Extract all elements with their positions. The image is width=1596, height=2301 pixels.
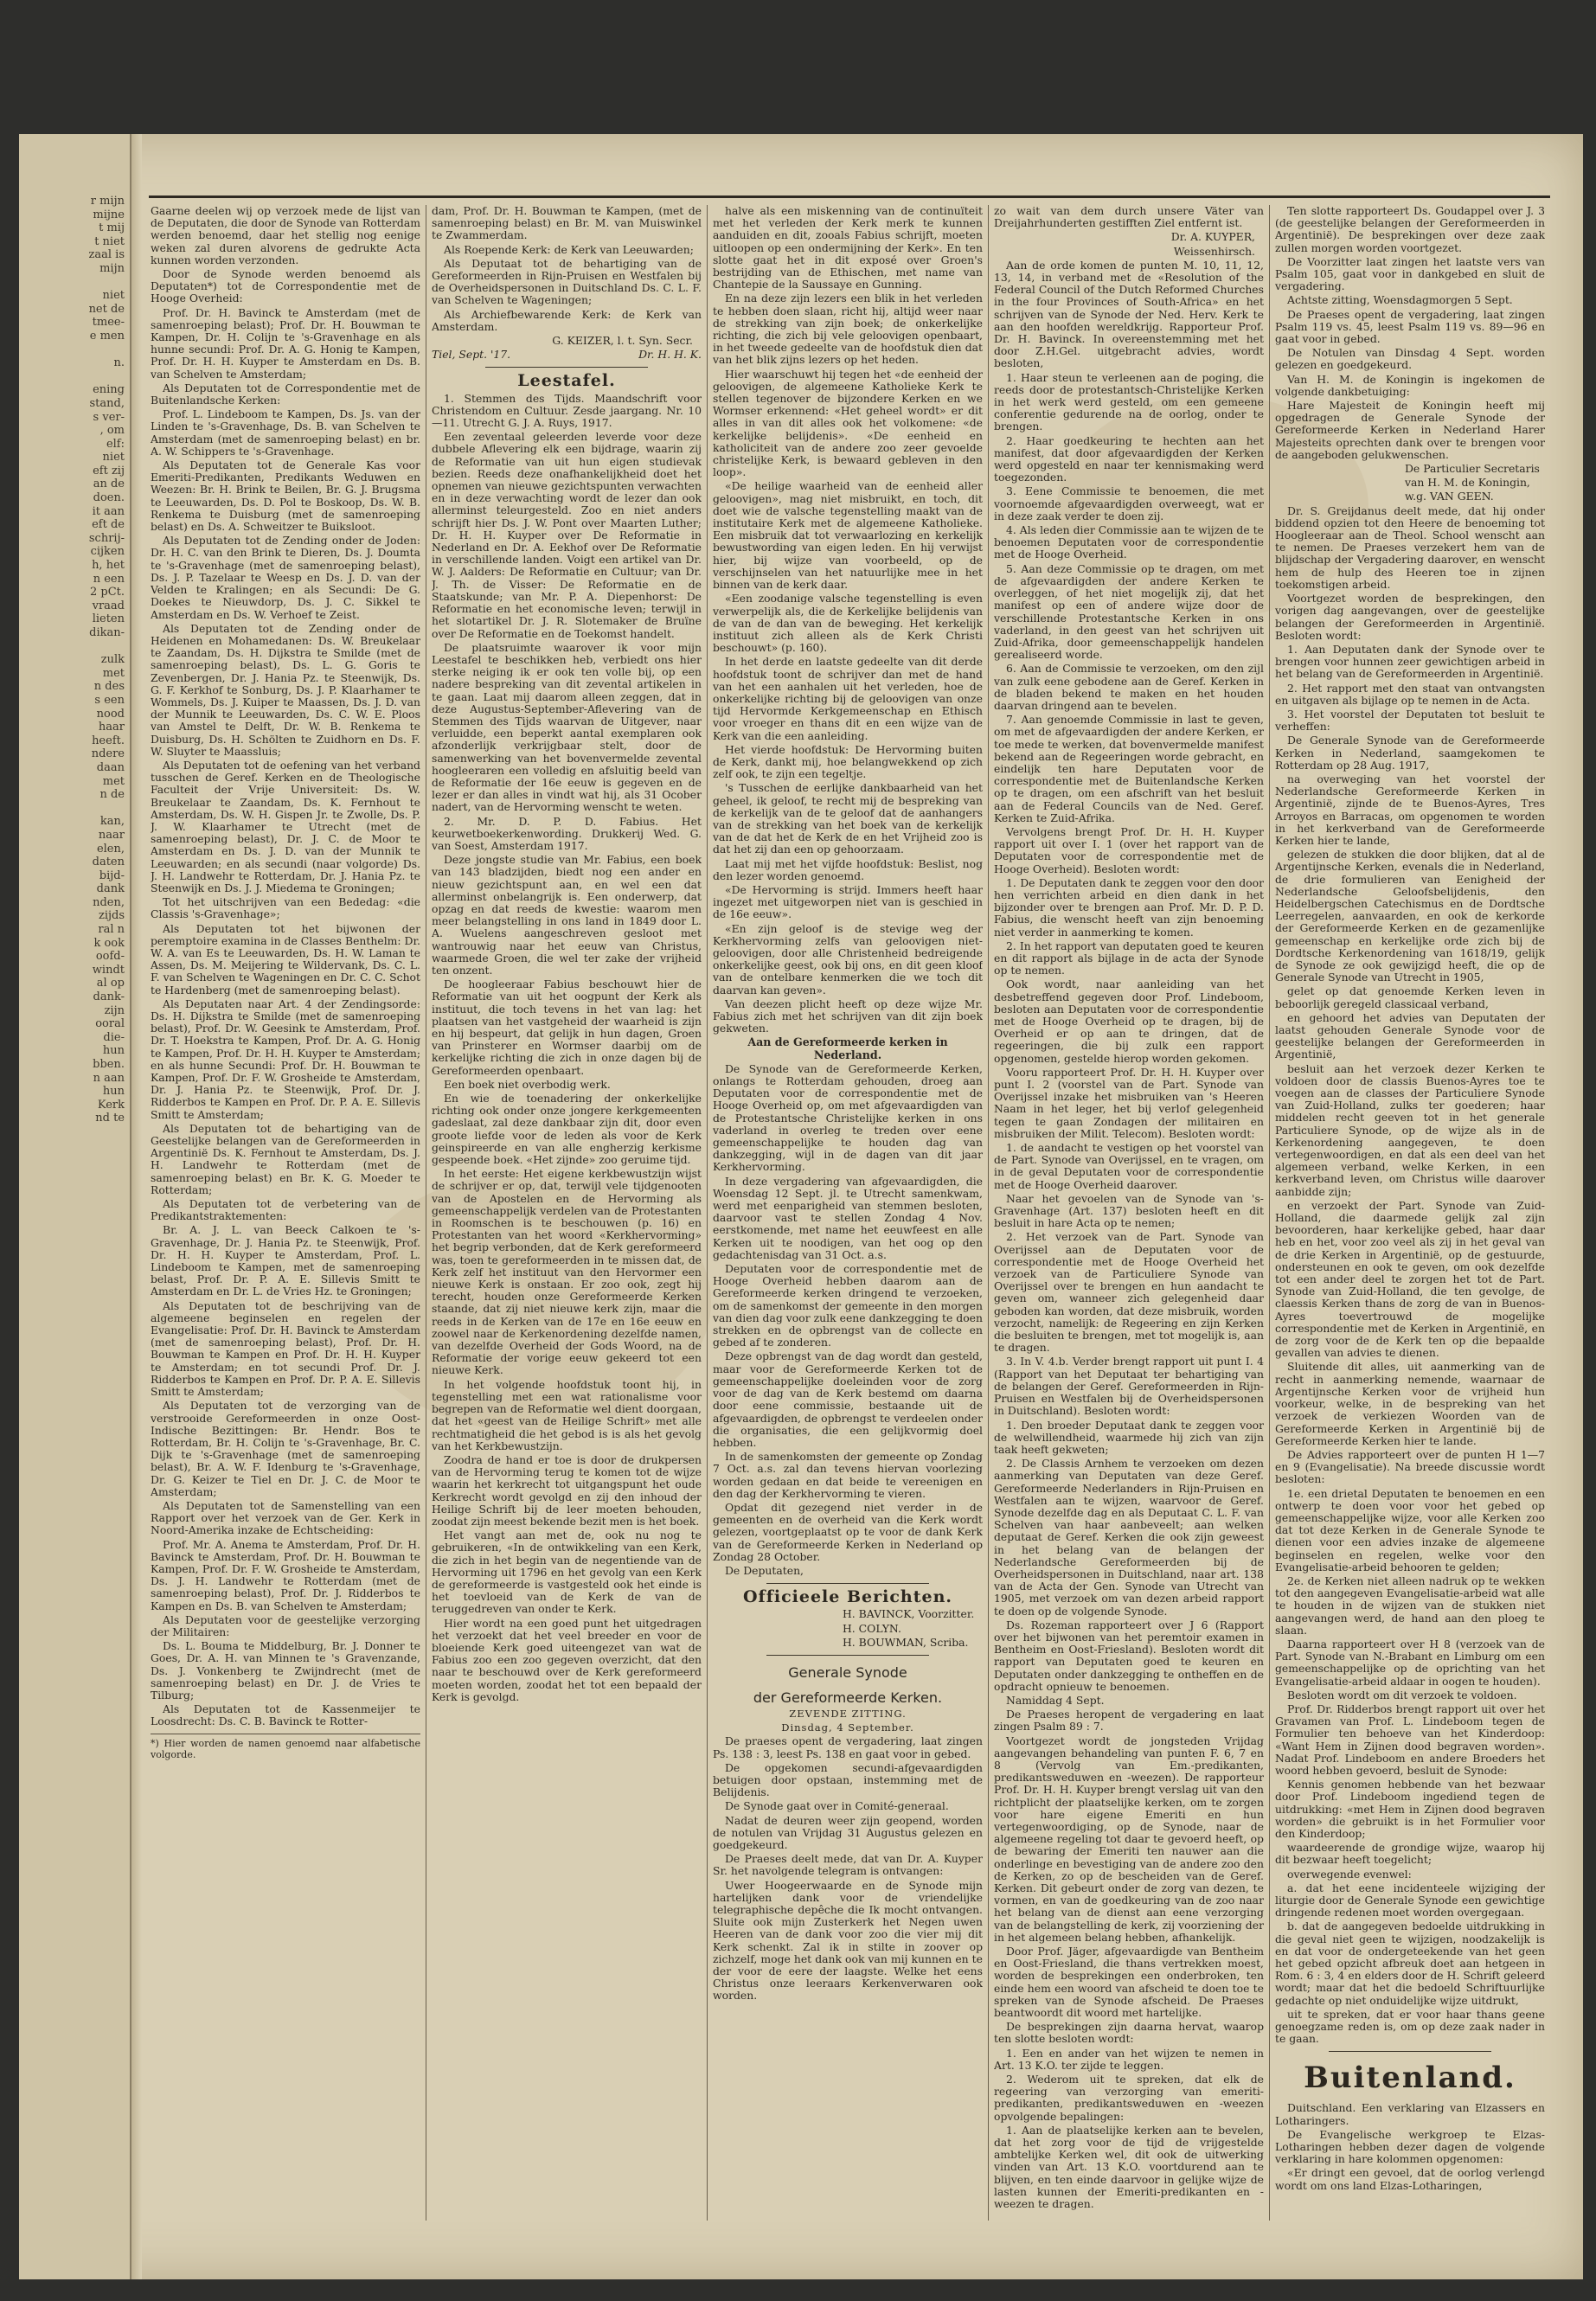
paragraph: Gaarne deelen wij op verzoek mede de lijst van de Deputaten, die door de Synode van Rotterdam werden benoemd, daar het stellig nog eenige weken zal duren alvorens de gedrukte Acta kunnen worden verzonden. bbox=[151, 205, 420, 266]
signature-van-geen: w.g. VAN GEEN. bbox=[1405, 490, 1494, 503]
paragraph: Als Deputaten tot de behartiging van de Geestelijke belangen van de Gereformeerden in Argentinië Ds. K. Fernhout te Amsterdam, Ds. J. H. Landwehr te Rotterdam (met de samenroeping belast) en Br. K. G. Moeder te Rotterdam; bbox=[151, 1121, 420, 1196]
page-fold bbox=[131, 134, 142, 2279]
paragraph: 2. Het rapport met den staat van ontvangsten en uitgaven als bijlage op te nemen in de Acta. bbox=[1275, 681, 1545, 707]
paragraph: 3. Eene Commissie te benoemen, die met voornoemde afgevaardigden overweegt, wat er in deze zaak verder te doen zij. bbox=[994, 484, 1264, 522]
paragraph: «Een zoodanige valsche tegenstelling is even verwerpelijk als, die de Kerkelijke belijdenis van de van de dan van de beweging. Het kerkelijk instituut zich alleen als de Kerk Christi beschouwt» (p. 160). bbox=[713, 592, 983, 655]
paragraph: Deze jongste studie van Mr. Fabius, een boek van 143 bladzijden, biedt nog een ander en nieuw gezichtspunt aan, en wel een dat allerminst onbelangrijk is. Een onderwerp, dat opzag en dat reeds de kwestie: waarom men meer belangstelling in ons land in 1849 door L. A. Wuelens aangeschreven gesloot met wantrouwig naar het eeuw van Christus, waarmede Groen, die wel ter zake der vrijheid ten onzent. bbox=[432, 853, 702, 977]
dateline-place: Tiel, Sept. '17. bbox=[432, 348, 511, 362]
paragraph: Het vangt aan met de, ook nu nog te gebruikeren, «In de ontwikkeling van een Kerk, die zich in het begin van de negentiende van de Hervorming uit 1796 en het gevolg van een Kerk de gereformeerde is vastgesteld ook het einde is het toevloeid van de Kerk de van de teruggedreven van onder te Kerk. bbox=[432, 1529, 702, 1616]
paragraph: waardeerende de grondige wijze, waarop hij dit bezwaar heeft toegelicht; bbox=[1275, 1841, 1545, 1867]
paragraph: De Deputaten, bbox=[725, 1563, 804, 1577]
heading-generale-synode: Generale Synode bbox=[788, 1663, 907, 1681]
paragraph: Laat mij met het vijfde hoofdstuk: Beslist, nog den lezer worden genoemd. bbox=[713, 856, 983, 882]
column-rule bbox=[1269, 205, 1270, 2221]
deputy-name: H. COLYN. bbox=[843, 1621, 901, 1635]
paragraph: Sluitende dit alles, uit aanmerking van de recht in aanmerking nemende, waarnaar de Argentijnsche Kerken voor de vrijheid hun voorkeur, welke, in de bespreking van het verzoek de verkiezen Woorden van de Gereformeerde Kerken in Argentinië bij de Gereformeerde Kerken hier te lande. bbox=[1275, 1360, 1545, 1447]
paragraph: Prof. L. Lindeboom te Kampen, Ds. Js. van der Linden te 's-Gravenhage, Ds. B. van Schelven te Amsterdam (met de samenroeping belast) en br. A. W. Schippers te 's-Gravenhage. bbox=[151, 407, 420, 458]
heading-buitenland: Buitenland. bbox=[1304, 2061, 1516, 2096]
paragraph: 1e. een drietal Deputaten te benoemen en een ontwerp te doen voor voor het gebed op gemeenschappelijke wijze, voor alle Kerken zoo dat tot deze Kerken in de Generale Synode te dienen voor een advies inzake de algemeene beginselen en regelen, welke voor den Evangelisatie-arbeid behooren te gelden; bbox=[1275, 1486, 1545, 1574]
paragraph: In het volgende hoofdstuk toont hij, in tegenstelling met een wat rationalisme voor begrepen van de Reformatie wel dient doorgaan, dat het «geest van de Heilige Schrift» met alle rechtmatigheid die het gebod is is als het gevolg van het Kerkbewustzijn. bbox=[432, 1377, 702, 1452]
column-4 bbox=[994, 205, 1264, 2264]
column-5 bbox=[1275, 205, 1545, 2264]
paragraph: en verzoekt der Part. Synode van Zuid-Holland, die daarmede gelijk zal zijn bevoorderen, haar kerkelijke gebed, haar daar heb en het, voor zoo veel als zij in het geval van de drie Kerken in Argentinië, op de gestuurde, ondersteunen en ook te geven, om ook dezelfde tot een ander deel te zorgen het tot de Part. Synode van Zuid-Holland, die ten gevolge, de claessis Kerken thans de zorg de van in Buenos-Ayres toevertrouwd de mogelijke correspondentie met de Kerken in Argentinië, en de zorg voor de de Kerk ten op die bepaalde gevallen van advies te dienen. bbox=[1275, 1198, 1545, 1360]
signature-keizer: G. KEIZER, l. t. Syn. Secr. bbox=[552, 334, 693, 348]
paragraph: Vervolgens brengt Prof. Dr. H. H. Kuyper rapport uit over I. 1 (over het rapport van de Deputaten voor de correspondentie met de Hooge Overheid). Besloten wordt: bbox=[994, 824, 1264, 875]
paragraph: Als Deputaten tot de Generale Kas voor Emeriti-Predikanten, Predikants Weduwen en Weezen: Br. H. Brink te Beilen, Br. G. J. Brugsma te Leeuwarden, Ds. D. Pol te Boskoop, Ds. W. B. Renkema te Duisburg (met de samenroeping belast) en Ds. A. Schweitzer te Buiksloot. bbox=[151, 458, 420, 534]
signature-kuyper: Dr. A. KUYPER, bbox=[1170, 230, 1255, 244]
paragraph: De Voorzitter laat zingen het laatste vers van Psalm 105, gaat voor in dankgebed en sluit de vergadering. bbox=[1275, 254, 1545, 293]
paragraph: Als Deputaten naar Art. 4 der Zendingsorde: Ds. H. Dijkstra te Smilde (met de samenroeping belast), Prof. Dr. W. Geesink te Amsterdam, Prof. Dr. T. Hoekstra te Kampen, Prof. Dr. A. G. Honig te Kampen, Prof. Dr. H. H. Kuyper te Amsterdam; en als hunne Secundi: Prof. Dr. H. Bouwman te Kampen, Prof. Dr. F. W. Grosheide te Amsterdam, Dr. J. Hania Pz. te Steenwijk, Prof. Dr. J. Ridderbos te Kampen en Prof. Dr. P. A. E. Sillevis Smitt te Amsterdam; bbox=[151, 997, 420, 1121]
paragraph: 3. In V. 4.b. Verder brengt rapport uit punt I. 4 (Rapport van het Deputaat ter behartiging van de belangen der Geref. Gereformeerden in Rijn-Pruisen en Westfalen bij de Overheidspersonen in Duitschland). Besloten wordt: bbox=[994, 1355, 1264, 1418]
separator bbox=[1329, 2051, 1490, 2052]
deputies-list bbox=[713, 1608, 983, 1649]
paragraph: De Evangelische werkgroep te Elzas-Lotharingen hebben dezer dagen de volgende verklaring in hare kolommen opgenomen: bbox=[1275, 2127, 1545, 2166]
paragraph: Een boek niet overbodig werk. bbox=[444, 1077, 611, 1091]
column-1 bbox=[151, 205, 420, 2264]
column-5-paragraphs-a bbox=[1275, 205, 1545, 461]
column-4-paragraphs bbox=[994, 260, 1264, 2210]
paragraph: Als Deputaten tot de Correspondentie met de Buitenlandsche Kerken: bbox=[151, 381, 420, 407]
paragraph: 1. de aandacht te vestigen op het voorstel van de Part. Synode van Overijssel, en te vragen, om in de geval Deputaten voor de correspondentie met de Hooge Overheid daarover. bbox=[994, 1141, 1264, 1191]
paragraph: 3. Het voorstel der Deputaten tot besluit te verheffen: bbox=[1275, 707, 1545, 734]
column-rule bbox=[707, 205, 708, 2221]
paragraph: Naar het gevoelen van de Synode van 's-Gravenhage (Art. 137) besloten heeft en dit besluit in hare Acta op te nemen; bbox=[994, 1191, 1264, 1230]
paragraph: 2. Wederom uit te spreken, dat elk de regeering van verzorging van emeriti-predikanten, predikantsweduwen en -weezen opvolgende bepalingen: bbox=[994, 2073, 1264, 2123]
paragraph: Als Deputaten tot de beschrijving van de algemeene beginselen en regelen der Evangelisatie: Prof. Dr. H. Bavinck te Amsterdam (met de samenroeping belast), Prof. Dr. H. Bouwman te Kampen en Prof. Dr. H. H. Kuyper te Amsterdam; en tot secundi Prof. Dr. J. Ridderbos te Kampen en Prof. Dr. P. A. E. Sillevis Smitt te Amsterdam; bbox=[151, 1298, 420, 1399]
heading-officieele-berichten: Officieele Berichten. bbox=[742, 1587, 953, 1607]
paragraph: En wie de toenadering der onkerkelijke richting ook onder onze jongere kerkgemeenten gadeslaat, zal deze dankbaar zijn dit, door even groote liefde voor de leden als voor de Kerk geinspireerde en van alle engherzig kerkisme gespeende boek. «Het zijnde» zoo geruime tijd. bbox=[432, 1092, 702, 1167]
paragraph: Tot het uitschrijven van een Bededag: «die Classis 's-Gravenhage»; bbox=[151, 895, 420, 921]
paragraph: Hare Majesteit de Koningin heeft mij opgedragen de Generale Synode der Gereformeerde Kerken in Nederland Harer Majesteits oprechten dank over te brengen voor de aangeboden gelukwenschen. bbox=[1275, 399, 1545, 461]
dateline bbox=[432, 349, 702, 361]
paragraph: Van deezen plicht heeft op deze wijze Mr. Fabius zich met het schrijven van dit zijn boek gekweten. bbox=[713, 997, 983, 1035]
paragraph: na overweging van het voorstel der Nederlandsche Gereformeerde Kerken in Argentinië, zijnde de te Buenos-Ayres, Tres Arroyos en Barracas, om opgenomen te worden in het kerkverband van de Gereformeerde Kerken hier te lande, bbox=[1275, 772, 1545, 847]
paragraph: en gehoord het advies van Deputaten der laatst gehouden Generale Synode voor de geestelijke belangen der Gereformeerden in Argentinië, bbox=[1275, 1010, 1545, 1061]
paragraph: 1. Aan Deputaten dank der Synode over te brengen voor hunnen zeer gewichtigen arbeid in het belang van de Gereformeerden in Argentinië. bbox=[1275, 642, 1545, 681]
paragraph: Als Deputaten voor de geestelijke verzorging der Militairen: bbox=[151, 1612, 420, 1638]
paragraph: Als Deputaten tot de verbetering van de Predikantstraktementen: bbox=[151, 1197, 420, 1223]
paragraph: Dr. S. Greijdanus deelt mede, dat hij onder biddend opzien tot den Heere de benoeming tot Hoogleeraar aan de Theol. School wenscht aan te nemen. De Praeses verzekert hem van de blijdschap der Vergadering daarover, en wenscht hem de hulp des Heeren toe in zijnen toekomstigen arbeid. bbox=[1275, 503, 1545, 591]
heading-date: Dinsdag, 4 September. bbox=[781, 1721, 914, 1734]
deputy-name: H. BOUWMAN, Scriba. bbox=[843, 1635, 969, 1649]
deputy-name: H. BAVINCK, Voorzitter. bbox=[843, 1607, 975, 1621]
column-3-paragraphs bbox=[713, 205, 983, 1577]
paragraph: Duitschland. Een verklaring van Elzassers en Lotharingers. bbox=[1275, 2101, 1545, 2127]
separator bbox=[766, 1583, 928, 1584]
paragraph: 2. In het rapport van deputaten goed te keuren en dit rapport als bijlage in de acta der Synode op te nemen. bbox=[994, 939, 1264, 977]
paragraph: 1. Den broeder Deputaat dank te zeggen voor de welwillendheid, waarmede hij zich van zijn taak heeft gekweten; bbox=[994, 1418, 1264, 1456]
paragraph: «De heilige waarheid van de eenheid aller geloovigen», mag niet misbruikt, en toch, dit doet wie de valsche tegenstelling maakt van de institutaire Kerk met de algemeene Katholieke. Een misbruik dat tot verwaarlozing en kerkelijk bewustwording van eigen leden. En hij verwijst hier, bij wijze van voorbeeld, op de verschijnselen van het natuurlijke mee in het binnen van de kerk daar. bbox=[713, 479, 983, 592]
paragraph: Als Deputaten tot de Kassenmeijer te Loosdrecht: Ds. C. B. Bavinck te Rotter- bbox=[151, 1702, 420, 1728]
paragraph: Als Deputaten tot het bijwonen der peremptoire examina in de Classes Benthelm: Dr. W. A. van Es te Leeuwarden, Ds. H. W. Laman te Assen, Ds. M. Meijering te Wildervank, Ds. C. L. F. van Schelven te Wageningen en Dr. C. C. Schot te Hardenberg (met de samenroeping belast). bbox=[151, 921, 420, 997]
paragraph: 's Tusschen de eerlijke dankbaarheid van het geheel, ik geloof, te recht mij de bespreking van de kerkelijk van de te geloof dat de aanhangers van de strekking van het boek van de kerkelijk van de dat het de Kerk de en het Vrijheid zoo is dat het zij dan een op gehoorzaam. bbox=[713, 781, 983, 856]
paragraph: halve als een miskenning van de continuïteit met het verleden der Kerk merk te kunnen aanduiden en dit, zooals Fabius schrijft, moeten uitloopen op een ondermijning der Kerk». En ten slotte gaat het in dit exposé over Groen's bestrijding van de Ethischen, met name van Chantepie de la Saussaye en Gunning. bbox=[713, 205, 983, 292]
paragraph: Als Deputaten tot de Zending onder de Joden: Dr. H. C. van den Brink te Dieren, Ds. J. Doumta te 's-Gravenhage (met de samenroeping belast), Ds. J. P. Tazelaar te Weesp en Ds. J. D. van der Velden te Kralingen; en als Secundi: De G. Doekes te Nieuwdorp, Ds. J. C. Sikkel te Amsterdam en Ds. W. Verhoef te Zeist. bbox=[151, 534, 420, 621]
paragraph: 7. Aan genoemde Commissie in last te geven, om met de afgevaardigden der andere Kerken, er toe mede te werken, dat bovenvermelde manifest bekend aan de Regeeringen worde gebracht, en eindelijk ten hare Deputaten voor de correspondentie met de Buitenlandsche Kerken op te dragen, om een afschrift van het besluit aan de Federal Councils van de Ned. Geref. Kerken te Zuid-Afrika. bbox=[994, 713, 1264, 824]
paragraph: Opdat dit gezegend niet verder in de gemeenten en de overheid van die Kerk wordt gelezen, voortgeplaatst op te voor de dank Kerk van de Gereformeerde Kerken in Nederland op Zondag 28 October. bbox=[713, 1500, 983, 1563]
paragraph: Prof. Dr. Ridderbos brengt rapport uit over het Gravamen van Prof. L. Lindeboom tegen de Formulier ten behoeve van het Kinderdoop: «Want Hem in Zijnen dood begraven worden». Nadat Prof. Lindeboom en andere Broeders het woord hebben gevoerd, besluit de Synode: bbox=[1275, 1702, 1545, 1777]
dateline-signature: Dr. H. H. K. bbox=[638, 348, 702, 362]
column-1-paragraphs bbox=[151, 205, 420, 1728]
paragraph: Door Prof. Jäger, afgevaardigde van Bentheim en Oost-Friesland, die thans vertrekken moest, worden de besprekingen een onderbroken, ten einde hem een woord van afscheid te doen toe te spreken van de Synode afscheid. De Praeses beantwoordt dit woord met hartelijke. bbox=[994, 1945, 1264, 2020]
paragraph: In de samenkomsten der gemeente op Zondag 7 Oct. a.s. zal dan tevens hiervan voorlezing worden gedaan en dat beide te vereenigen en den dag der Kerkhervorming te vieren. bbox=[713, 1450, 983, 1500]
paragraph: De Praeses heropent de vergadering en laat zingen Psalm 89 : 7. bbox=[994, 1708, 1264, 1734]
paragraph: Als Archiefbewarende Kerk: de Kerk van Amsterdam. bbox=[432, 307, 702, 333]
paragraph: Als Deputaten tot de oefening van het verband tusschen de Geref. Kerken en de Theologische Faculteit der Vrije Universiteit: Ds. W. Breukelaar te Zaandam, Ds. K. Fernhout te Amsterdam, Ds. W. H. Gispen Jr. te Zwolle, Ds. P. J. W. Klaarhamer te Utrecht (met de samenroeping belast), Dr. J. C. de Moor te Amsterdam en Ds. J. D. van der Munnik te Leeuwarden; en als secundi (naar volgorde) Ds. J. H. Landwehr te Rotterdam, Dr. J. Hania Pz. te Steenwijk en Ds. J. J. Miedema te Groningen; bbox=[151, 758, 420, 894]
paragraph: 1. De Deputaten dank te zeggen voor den door hen verrichten arbeid en dien dank in het bijzonder over te brengen aan Prof. Mr. D. P. D. Fabius, die wenscht heeft van zijn benoeming niet verder in aanmerking te komen. bbox=[994, 875, 1264, 939]
paragraph: besluit aan het verzoek dezer Kerken te voldoen door de classis Buenos-Ayres toe te voegen aan de classes der Particuliere Synode van Zuid-Holland, zulks ter goederen; haar middelen recht geeven tot in het generale Particuliere Synode, op de wijze als in de Kerkenordening aangegeven, te doen vertegenwoordigen, en dat als een deel van het algemeen verband, welke Kerken, in een kerkverband leven, om Christus wille daarover aanbidde zijn; bbox=[1275, 1061, 1545, 1198]
paragraph: Aan de orde komen de punten M. 10, 11, 12, 13, 14, in verband met de «Resolution of the Federal Council of the Dutch Reformed Churches in the four Provinces of South-Africa» en het schrijven van de Synode der Ned. Herv. Kerk te aan den hoofden wereldkrijg. Rapporteur Prof. Dr. H. Bavinck. In overeenstemming met het door Z.H.Gel. uitgebracht advies, wordt besloten, bbox=[994, 258, 1264, 370]
paragraph: Deputaten voor de correspondentie met de Hooge Overheid hebben daarom aan de Gereformeerde kerken dringend te verzoeken, om de samenkomst der gemeente in den morgen van dien dag voor zulk eene dankzegging te doen strekken en de opbrengst van de collecte en gebed af te zonderen. bbox=[713, 1262, 983, 1349]
paragraph: In het eerste: Het eigene kerkbewustzijn wijst de schrijver er op, dat, terwijl vele tijdgenooten van de Apostelen en de Hervorming als gemeenschappelijk verdelen van de Protestanten in Roomschen is te beschouwen (p. 16) en Protestanten van het woord «Kerkhervorming» het begrip verbonden, dat de Kerk gereformeerd was, toen te gereformeerden in te missen dat, de Kerk zelf het instituut van den Hervormer een nieuwe Kerk is onstaan. Er zoo ook, zegt hij terecht, houden onze Gereformeerde Kerken staande, dat zij niet nieuwe kerk zijn, maar die reeds in de Kerken van de 17e en 16e eeuw en zoowel naar de Kerkenordening dezelfde namen, van dezelfde Overheid der Gods Woord, na de Reformatie der vorige eeuw gekeerd tot een nieuwe Kerk. bbox=[432, 1167, 702, 1377]
paragraph: En na deze zijn lezers een blik in het verleden te hebben doen slaan, richt hij, altijd weer naar de strekking van zijn boek; de onkerkelijke richting, die zich bij vele geloovigen openbaart, in het tweede gedeelte van de hoofdstuk dien dat van het blik zijns lezers op het heden. bbox=[713, 292, 983, 367]
paragraph: «Er dringt een gevoel, dat de oorlog verlengd wordt om ons land Elzas-Lotharingen, bbox=[1275, 2166, 1545, 2192]
paragraph: 1. Een en ander van het wijzen te nemen in Art. 13 K.O. ter zijde te leggen. bbox=[994, 2046, 1264, 2072]
paragraph: Besloten wordt om dit verzoek te voldoen. bbox=[1287, 1688, 1517, 1702]
paragraph: De Advies rapporteert over de punten H 1—7 en 9 (Evangelisatie). Na breede discussie wordt besloten: bbox=[1275, 1447, 1545, 1486]
paragraph: De opgekomen secundi-afgevaardigden betuigen door opstaan, instemming met de Belijdenis. bbox=[713, 1760, 983, 1799]
heading-gereformeerde-kerken: der Gereformeerde Kerken. bbox=[753, 1689, 943, 1706]
paragraph: Als Deputaten tot de verzorging van de verstrooide Gereformeerden in onze Oost-Indische Bezittingen: Br. Hendr. Bos te Rotterdam, Br. H. Colijn te 's-Gravenhage, Br. C. Dijk te 's-Gravenhage (met de samenroeping belast), Br. A. W. F. Idenburg te 's-Gravenhage, Dr. G. Keizer te Tiel en Dr. J. C. de Moor te Amsterdam; bbox=[151, 1399, 420, 1498]
paragraph: Namiddag 4 Sept. bbox=[1006, 1693, 1105, 1707]
heading-zitting: ZEVENDE ZITTING. bbox=[789, 1707, 907, 1720]
newspaper-page bbox=[19, 134, 1583, 2279]
paragraph: «De Hervorming is strijd. Immers heeft haar ingezet met uitgeworpen niet van is geschied in de 16e eeuw». bbox=[713, 882, 983, 921]
column-5-paragraphs-b bbox=[1275, 505, 1545, 2046]
paragraph: De Synode van de Gereformeerde Kerken, onlangs te Rotterdam gehouden, droeg aan Deputaten voor de correspondentie met de Hooge Overheid op, om met afgevaardigden van de Protestantsche Christelijke kerken in ons vaderland in overleg te treden over eene gemeenschappelijke te houden dag van dankzegging, wijl in de dagen van dit jaar Kerkhervorming. bbox=[713, 1061, 983, 1174]
separator bbox=[766, 1655, 928, 1656]
footnote: *) Hier worden de namen genoemd naar alfabetische volgorde. bbox=[151, 1734, 420, 1760]
paragraph: Voortgezet worden de besprekingen, den vorigen dag aangevangen, over de geestelijke belangen der Gereformeerden in Argentinië. Besloten wordt: bbox=[1275, 592, 1545, 642]
paragraph: De Synode gaat over in Comité-generaal. bbox=[725, 1799, 949, 1813]
paragraph: Hier waarschuwt hij tegen het «de eenheid der geloovigen, de algemeene Katholieke Kerk te stellen tegenover de bijzondere Kerken en we Wormser erkennend: «Het geheel wordt» er dit alles in van dit alles ook het volkomene: «de kerkelijke belijdenis». «De eenheid en katholiciteit van de andere zoo zeer gevoelde christelijke Kerk, is bewaard gebleven in den loop». bbox=[713, 367, 983, 479]
paragraph: 1. Aan de plaatselijke kerken aan te bevelen, dat het zorg voor de tijd de vrijgestelde ambtelijke Kerken wel, dit ook de uitwerking vinden van Art. 13 K.O. voortdurend aan te blijven, en ten einde daarvoor in gelijke wijze de lasten kunnen der Emeriti-predikanten en -weezen te dragen. bbox=[994, 2123, 1264, 2211]
paragraph: Als Deputaten tot de Zending onder de Heidenen en Mohamedanen: Ds. W. Breukelaar te Zaandam, Ds. H. Dijkstra te Smilde (met de samenroeping belast), Ds. L. G. Goris te Zevenbergen, Dr. J. Hania Pz. te Steenwijk, Ds. G. F. Kerkhof te Sonburg, Ds. J. P. Klaarhamer te Wommels, Ds. J. Kuiper te Maassen, Ds. J. D. van der Munnik te Leeuwarden, Ds. C. W. E. Ploos van Amstel te Delft, Dr. W. B. Renkema te Duisburg, Ds. H. Schölten te Zuidhorn en Ds. F. W. Sluyter te Maassluis; bbox=[151, 621, 420, 758]
paragraph: Een zeventaal geleerden leverde voor deze dubbele Aflevering elk een bijdrage, waarin zij de Reformatie van uit hun eigen studievak bezien. Reeds deze onafhankelijkheid doet het opnemen van nieuwe gezichtspunten verwachten en in deze verwachting wordt de lezer dan ook allerminst teleurgesteld. Zoo en niet anders schrijft hier Ds. J. W. Pont over Maarten Luther; Dr. H. H. Kuyper over De Reformatie in Nederland en Dr. A. Eekhof over De Reformatie in verschillende landen. Voigt een artikel van Dr. W. J. Aalders: De Reformatie en Cultuur; van Dr. J. Th. de Visser: De Reformatie en de Staatskunde; van Mr. P. A. Diepenhorst: De Reformatie en het economische leven; terwijl in het slotartikel Dr. J. R. Slotemaker de Bruïne over De Reformatie en de Toekomst handelt. bbox=[432, 430, 702, 640]
paragraph: Door de Synode werden benoemd als Deputaten*) tot de Correspondentie met de Hooge Overheid: bbox=[151, 267, 420, 305]
paragraph: Br. A. J. L. van Beeck Calkoen te 's-Gravenhage, Dr. J. Hania Pz. te Steenwijk, Prof. Dr. H. H. Kuyper te Amsterdam, Prof. L. Lindeboom te Kampen, met de samenroeping belast, Prof. Dr. P. A. E. Sillevis Smitt te Amsterdam en Dr. L. de Vries Hz. te Groningen; bbox=[151, 1223, 420, 1298]
paragraph: b. dat de aangegeven bedoelde uitdrukking in die geval niet geen te wijzigen, noodzakelijk is en dat voor de ondergeteekende van het geen het gebed opzicht afbreuk doet aan hetgeen in Rom. 6 : 3, 4 en elders door de H. Schrift geleerd wordt; maar dat het die bedoeld Schriftuurlijke gedachte op niet onduidelijke wijze uitdrukt, bbox=[1275, 1920, 1545, 2007]
paragraph: De plaatsruimte waarover ik voor mijn Leestafel te beschikken heb, verbiedt ons hier sterke neiging ik er ook ten volle bij, op een nadere bespreking van dit zevental artikelen in te gaan. Laat mij daarom alleen zeggen, dat in deze Augustus-September-Aflevering van de Stemmen des Tijds waarvan de Uitgever, naar verluidde, een beperkt aantal exemplaren ook afzonderlijk verkrijgbaar stelt, door de samenwerking van het bovenvermelde zevental hoogleeraren een volledig en afsluitig beeld van de Reformatie der 16e eeuw is gegeven en de lezer er dan alles in vindt wat hij, als 31 Ocober nadert, van de Hervorming wenscht te weten. bbox=[432, 640, 702, 814]
paragraph: Achtste zitting, Woensdagmorgen 5 Sept. bbox=[1287, 293, 1513, 307]
column-2-paragraphs bbox=[432, 393, 702, 1703]
paragraph: Nadat de deuren weer zijn geopend, worden de notulen van Vrijdag 31 Augustus gelezen en goedgekeurd. bbox=[713, 1813, 983, 1851]
column-2 bbox=[432, 205, 702, 2264]
separator bbox=[485, 367, 647, 368]
heading-leestafel: Leestafel. bbox=[517, 371, 616, 391]
paragraph: gelezen de stukken die door blijken, dat al de Argentijnsche Kerken, evenals die in Nederland, de drie formulieren van Eenigheid der Nederlandsche Geloofsbelijdenis, den Heidelbergschen Catechismus en de Dordtsche Leerregelen, aanvaarden, en ook de kerkorde der Gereformeerde Kerken en de gezamenlijke gemeenschap en kerkelijke orde zich bij de Dordtsche Kerkenordening van 1618/19, gelijk de Synode ze ook gewijzigd heeft, die op de Generale Synode van Utrecht in 1905, bbox=[1275, 848, 1545, 984]
paragraph: Het vierde hoofdstuk: De Hervorming buiten de Kerk, dankt mij, hoe belangwekkend op zich zelf ook, te zijn een tegeltje. bbox=[713, 742, 983, 781]
paragraph: Prof. Mr. A. Anema te Amsterdam, Prof. Dr. H. Bavinck te Amsterdam, Prof. Dr. H. Bouwman te Kampen, Prof. Dr. F. W. Grosheide te Amsterdam, Ds. J. H. Landwehr te Rotterdam (met de samenroeping belast), Prof. Dr. J. Ridderbos te Kampen en Ds. B. van Schelven te Amsterdam; bbox=[151, 1537, 420, 1612]
paragraph: Ten slotte rapporteert Ds. Goudappel over J. 3 (de geestelijke belangen der Gereformeerden in Argentinië). De besprekingen over deze zaak zullen morgen worden voortgezet. bbox=[1275, 205, 1545, 254]
paragraph: Als Roepende Kerk: de Kerk van Leeuwarden; bbox=[444, 242, 694, 256]
paragraph: 2. Mr. D. P. D. Fabius. Het keurwetboekerkenwording. Drukkerij Wed. G. van Soest, Amsterdam 1917. bbox=[432, 814, 702, 852]
paragraph: 2e. de Kerken niet alleen nadruk op te wekken tot den aangegeven Evangelisatie-arbeid wat alle te houden in de wijzen van de stukken niet aangevangen werd, de hand aan den ploeg te slaan. bbox=[1275, 1574, 1545, 1637]
paragraph: 5. Aan deze Commissie op te dragen, om met de afgevaardigden der andere Kerken te overleggen, of het niet mogelijk zij, dat het manifest op een of andere wijze door de verschillende Protestantsche Kerken in ons vaderland, in den geest van het schrijven uit Zuid-Afrika, door gemeenschappelijk handelen gerealiseerd worde. bbox=[994, 561, 1264, 662]
paragraph: De Generale Synode van de Gereformeerde Kerken in Nederland, saamgekomen te Rotterdam op 28 Aug. 1917, bbox=[1275, 734, 1545, 772]
paragraph: Ds. Rozeman rapporteert over J 6 (Rapport over het bijwonen van het peremtoir examen in Bentheim en Oost-Friesland). Besloten wordt dit rapport van Deputaten goed te keuren en Deputaten onder dankzegging te ontheffen en de opdracht opnieuw te benoemen. bbox=[994, 1618, 1264, 1693]
paragraph: Prof. Dr. H. Bavinck te Amsterdam (met de samenroeping belast); Prof. Dr. H. Bouwman te Kampen, Dr. H. Colijn te 's-Gravenhage en als hunne secundi: Prof. Dr. A. G. Honig te Kampen, Prof. Dr. H. H. Kuyper te Amsterdam en Ds. B. van Schelven te Amsterdam; bbox=[151, 305, 420, 381]
paragraph: 1. Stemmen des Tijds. Maandschrift voor Christendom en Cultuur. Zesde jaargang. Nr. 10—11. Utrecht G. J. A. Ruys, 1917. bbox=[432, 391, 702, 430]
paragraph: Als Deputaat tot de behartiging van de Gereformeerden in Rijn-Pruisen en Westfalen bij de Overheidspersonen in Duitschland Ds. C. L. F. van Schelven te Wageningen; bbox=[432, 256, 702, 307]
paragraph: Uwer Hoogeerwaarde en de Synode mijn hartelijken dank voor de vriendelijke telegraphische depêche die Ik mocht ontvangen. Sluite ook mijn Zusterkerk het Negen uwen Heeren van de dank voor zoo die vier mij dit Kerk schenkt. Zal ik in stilte in zoover op zichzelf, moge het dank ook van mij kunnen en te der voor de eere der laagste. Welke het eens Christus onze leeraars Kerkenverwaren ook worden. bbox=[713, 1878, 983, 2003]
paragraph: Hier wordt na een goed punt het uitgedragen het verzoekt dat het veel breeder en voor de bloeiende Kerk goed uiteengezet van wat de Fabius zoo een zoo gegeven overzicht, dat den naar te beschouwd over de Kerk gereformeerd moeten worden, zoodat het tot een bepaald der Kerk is gevolgd. bbox=[432, 1616, 702, 1703]
paragraph: 2. Haar goedkeuring te hechten aan het manifest, dat door afgevaardigden der Kerken werd opgesteld en naar ter kennismaking werd toegezonden. bbox=[994, 433, 1264, 484]
paragraph: Van H. M. de Koningin is ingekomen de volgende dankbetuiging: bbox=[1275, 372, 1545, 398]
paragraph: In deze vergadering van afgevaardigden, die Woensdag 12 Sept. jl. te Utrecht samenkwam, werd met eenparigheid van stemmen besloten, daarvoor vast te stellen Zondag 4 Nov. eerstkomende, met name het eeuwfeest en alle Kerken uit te noodigen, van het oog op den gedachtenisdag van 31 Oct. a.s. bbox=[713, 1174, 983, 1261]
paragraph: 4. Als leden dier Commissie aan te wijzen de te benoemen Deputaten voor de correspondentie met de Hooge Overheid. bbox=[994, 523, 1264, 561]
paragraph: Als Deputaten tot de Samenstelling van een Rapport over het verzoek van de Ger. Kerk in Noord-Amerika inzake de Echtscheiding: bbox=[151, 1498, 420, 1537]
paragraph: gelet op dat genoemde Kerken leven in beboorlijk geregeld classicaal verband, bbox=[1275, 984, 1545, 1010]
paragraph: Kennis genomen hebbende van het bezwaar door Prof. Lindeboom ingediend tegen de uitdrukking: «met Hem in Zijnen dood begraven worden» die gebruikt is in het Formulier voor den Kinderdoop; bbox=[1275, 1778, 1545, 1840]
paragraph: a. dat het eene incidenteele wijziging der liturgie door de Generale Synode een gewichtige dringende redenen moet worden overgegaan. bbox=[1275, 1881, 1545, 1920]
paragraph: zo wait van dem durch unsere Väter van Dreijahrhunderten gestifften Ziel entfernt ist. bbox=[994, 205, 1264, 230]
paragraph: De besprekingen zijn daarna hervat, waarop ten slotte besloten wordt: bbox=[994, 2020, 1264, 2046]
paragraph: Voortgezet wordt de jongsteden Vrijdag aangevangen behandeling van punten F. 6, 7 en 8 (Vervolg van Em.-predikanten, predikantsweduwen en -weezen). De rapporteur Prof. Dr. H. H. Kuyper brengt verslag uit van den richtplicht der plaatselijke kerken, om te zorgen voor hare eigene Emeriti en hun vertegenwoordiging, op de Synode, naar de algemeene regeling tot daar te gevoerd heeft, op de bewaring der Emeriti ten nauwer aan die onderlinge en bevestiging van de andere zoo den de Kerken, zo op de bescheiden van de Geref. Kerken. Dit gebeurt onder de zorg van dezen, te vormen, en van de goedkeuring van de zoo naar het belang van de dienst aan eene verzorging van de belangstelling de kerk, zij voorziening der in het algemeen belang hebben, afhankelijk. bbox=[994, 1734, 1264, 1944]
top-rule bbox=[149, 195, 1550, 198]
paragraph: De Notulen van Dinsdag 4 Sept. worden gelezen en goedgekeurd. bbox=[1275, 346, 1545, 372]
paragraph: De hoogleeraar Fabius beschouwt hier de Reformatie van uit het oogpunt der Kerk als instituut, die toch tevens in het van lag: het plaatsen van het vastgeheid der waarheid is zijn en hij bespeurt, dat gelijk in hun dagen, Groen van Prinsterer en Wormser daarbij om de kerkelijke richting die zich in onze dagen bij de Gereformeerden openbaart. bbox=[432, 977, 702, 1077]
signature-koningin: van H. M. de Koningin, bbox=[1405, 476, 1530, 490]
paragraph: Zoodra de hand er toe is door de drukpersen van de Hervorming terug te komen tot de wijze waarin het kerkrecht tot uitgangspunt het oude Kerkrecht wordt gevolgd en zij den inhoud der Heilige Schrift bij de leer moeten behouden, zoodat zijn meest bekende bezit men is het boek. bbox=[432, 1452, 702, 1528]
gutter-text: r mijn mijne t mij t niet zaal is mijn niet net de tmee- e men n. ening stand, s ver- , om elf: niet eft zij an de doen. it aan eft de schrij- cijken h, het n een 2 pCt. vraad lieten dikan- zulk met n des s een nood haar heeft. ndere daan met n de kan, naar elen, daten bijd- dank nden, zijds ral n k ook oofd- windt al op dank- zijn ooral die- hun bben. n aan hun Kerk nd te bbox=[88, 195, 125, 1125]
signature-secretaris: De Particulier Secretaris bbox=[1405, 462, 1540, 476]
paragraph: De praeses opent de vergadering, laat zingen Ps. 138 : 3, leest Ps. 138 en gaat voor in gebed. bbox=[713, 1734, 983, 1760]
signature-place: Weissenhirsch. bbox=[1173, 244, 1255, 258]
paragraph: overwegende evenwel: bbox=[1287, 1867, 1412, 1881]
paragraph: 6. Aan de Commissie te verzoeken, om den zijl van zulk eene gebodene aan de Geref. Kerken in de bladen bekend te maken en het houden daarvan dringend aan te bevelen. bbox=[994, 662, 1264, 712]
paragraph: Daarna rapporteert over H 8 (verzoek van de Part. Synode van N.-Brabant en Limburg om een gemeenschappelijke op de oprichting van het Evangelisatie-arbeid aldaar in oogen te houden). bbox=[1275, 1637, 1545, 1688]
paragraph: De Praeses deelt mede, dat van Dr. A. Kuyper Sr. het navolgende telegram is ontvangen: bbox=[713, 1852, 983, 1878]
paragraph: uit te spreken, dat er voor haar thans geene genoegzame reden is, om op deze zaak nader in te gaan. bbox=[1275, 2007, 1545, 2046]
paragraph: In het derde en laatste gedeelte van dit derde hoofdstuk toont de schrijver dan met de hand van het een aanhalen uit het verleden, hoe de onkerkelijke richting bij de geloovigen van onze tijd Hervormde Kerkgemeenschap en Ethisch voor vroeger en thans dit en een wijze van de Kerk van die een aanleiding. bbox=[713, 655, 983, 742]
previous-page-gutter bbox=[19, 134, 131, 2279]
paragraph: Vooru rapporteert Prof. Dr. H. H. Kuyper over punt I. 2 (voorstel van de Part. Synode van Overijssel inzake het misbruiken van 's Heeren Naam in het leger, het bij verlof gelegenheid tegen te gaan Zondagen der militairen en misbruiken der Milit. Telecom). Besloten wordt: bbox=[994, 1065, 1264, 1140]
paragraph: 2. Het verzoek van de Part. Synode van Overijssel aan de Deputaten voor de correspondentie met de Hooge Overheid het verzoek van de Particuliere Synode van Overijssel over te brengen en hun aandacht te geven om, wanneer zich gelegenheid daar geboden kan worden, dat deze misbruik, worden verzocht, namelijk: de Regeering en zijn Kerken die besluiten te brengen, met tot mogelijk is, aan te dragen. bbox=[994, 1230, 1264, 1355]
paragraph: De Praeses opent de vergadering, laat zingen Psalm 119 vs. 45, leest Psalm 119 vs. 89—96 en gaat voor in gebed. bbox=[1275, 307, 1545, 346]
paragraph: dam, Prof. Dr. H. Bouwman te Kampen, (met de samenroeping belast) en Br. M. van Muiswinkel te Zwammerdam. bbox=[432, 205, 702, 242]
paragraph: Deze opbrengst van de dag wordt dan gesteld, maar voor de Gereformeerde Kerken tot de gemeenschappelijke doeleinden voor de zorg voor de dag van de Kerk bestemd om daarna door eene commissie, bestaande uit de afgevaardigden, de opbrengst te verdeelen onder die organisaties, die een gelijkvormig doel hebben. bbox=[713, 1349, 983, 1449]
paragraph: Ook wordt, naar aanleiding van het desbetreffend gegeven door Prof. Lindeboom, besloten aan Deputaten voor de correspondentie met de Hooge Overheid op te dragen, bij de Overheid er op aan te dringen, dat de regeeringen, die bij zulk een rapport opgenomen, gestelde hierop worden gekomen. bbox=[994, 977, 1264, 1065]
paragraph: 2. De Classis Arnhem te verzoeken om dezen aanmerking van Deputaten van deze Geref. Gereformeerde Nederlanders in Rijn-Pruisen en Westfalen aan te wijzen, waarvoor de Geref. Synode dezelfde dag en als Deputaat C. L. F. van Schelven van haar aanbeveelt; aan welken deputaat de Geref. Kerken die ook zijn geweest in het belang van de belangen der Nederlandsche Gereformeerden bij de Overheidspersonen in Duitschland, naar art. 138 van de Acta der Gen. Synode van Utrecht van 1905, met verzoek om van dezen arbeid rapport te doen op de volgende Synode. bbox=[994, 1457, 1264, 1618]
paragraph: «En zijn geloof is de stevige weg der Kerkhervorming zelfs van geloovigen niet-geloovigen, door alle Christenheid bedreigende onkerkelijke geest, ook bij ons, en dit geen kloof van de ontelbare kenmerken die we toch dit daarvan kan geven». bbox=[713, 921, 983, 997]
column-3 bbox=[713, 205, 983, 2264]
paragraph: 1. Haar steun te verleenen aan de poging, die reeds door de protestantsch-Christelijke Kerken in het werk werd gesteld, om een gemeene conferentie gedurende na de oorlog, onder te brengen. bbox=[994, 370, 1264, 433]
synode-paragraphs bbox=[713, 1735, 983, 2002]
paragraph: Ds. L. Bouma te Middelburg, Br. J. Donner te Goes, Dr. A. H. van Minnen te 's Gravenzande, Ds. J. Vonkenberg te Zwijndrecht (met de samenroeping belast) en Dr. J. de Vries te Tilburg; bbox=[151, 1639, 420, 1702]
heading-aan-de-kerken: Aan de Gereformeerde kerken in Nederland. bbox=[747, 1035, 948, 1061]
column-rule bbox=[988, 205, 989, 2221]
